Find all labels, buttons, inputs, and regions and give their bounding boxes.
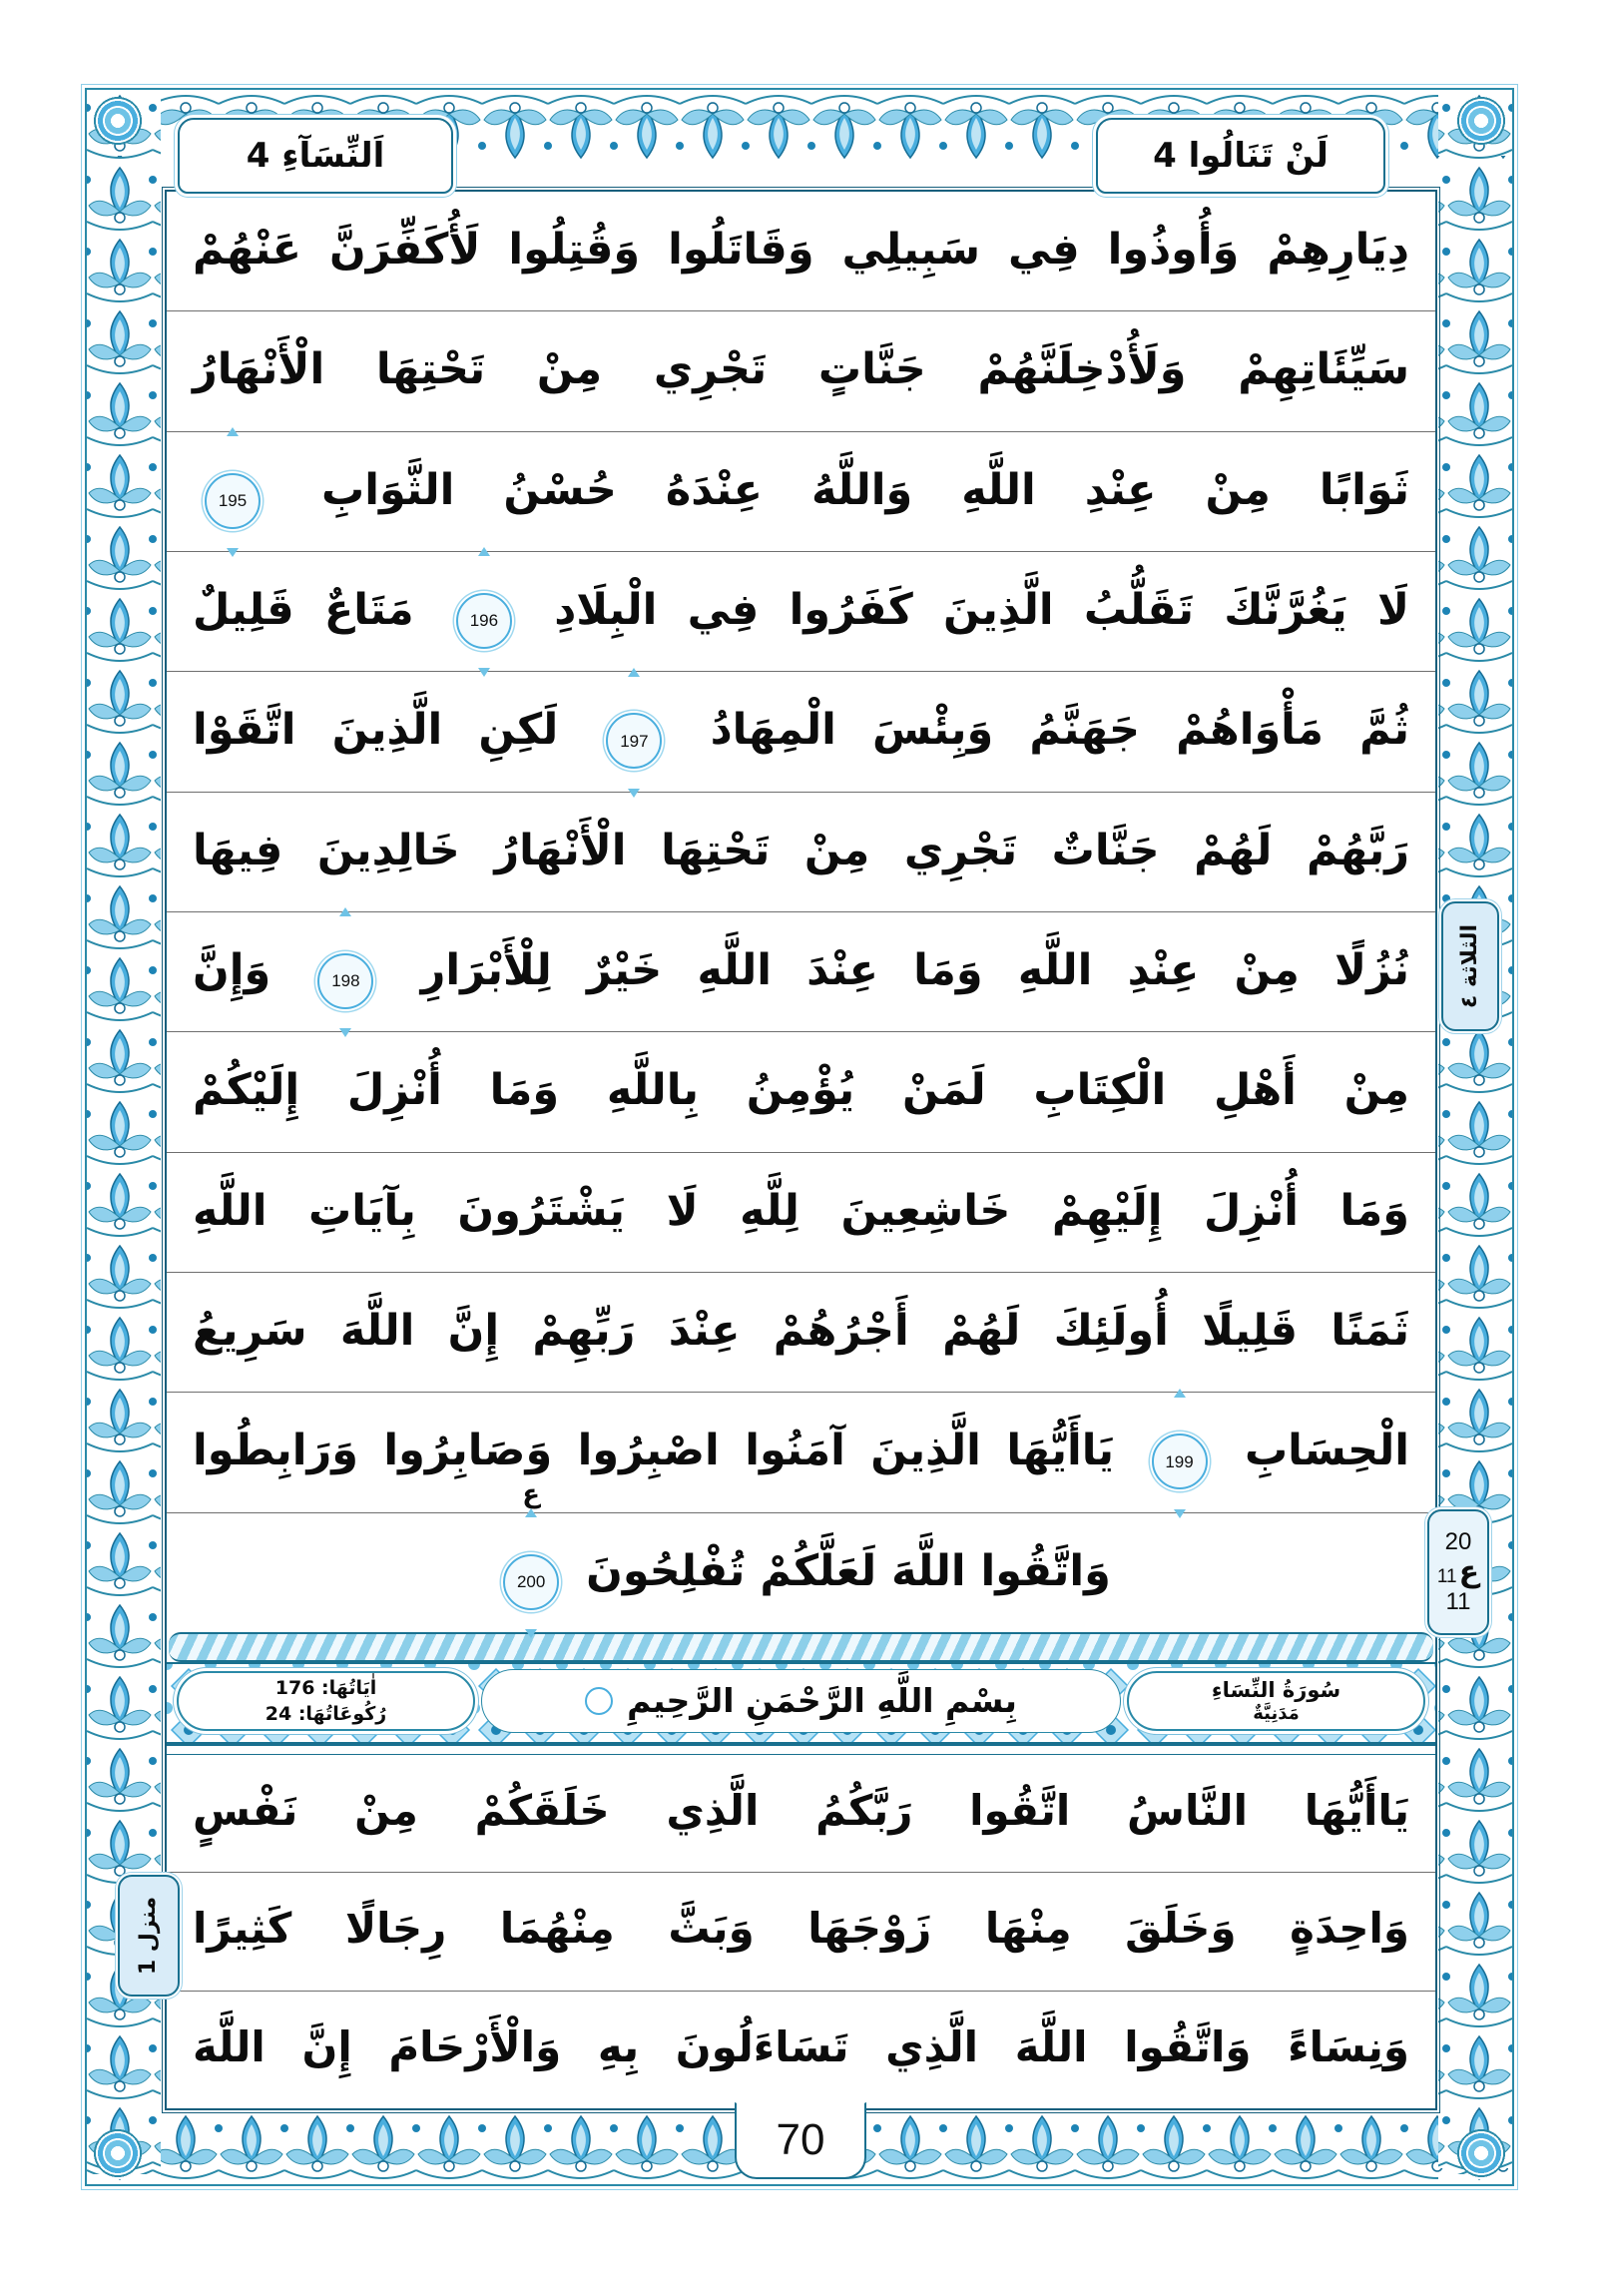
surah-title-cartouche <box>1127 1671 1425 1731</box>
ayah-text: دِيَارِهِمْ وَأُوذُوا فِي سَبِيلِي وَقَاتَلُوا وَقُتِلُوا لَأُكَفِّرَنَّ عَنْهُمْ <box>193 225 1409 275</box>
ayah-text: ثُمَّ مَأْوَاهُمْ جَهَنَّمُ وَبِئْسَ الْمِهَادُ <box>710 705 1409 756</box>
block2 <box>167 1755 1435 2108</box>
quran-line <box>167 431 1435 551</box>
ruku-ain-marker: ع <box>522 1479 541 1510</box>
ruku-count-label: رُكُوعَاتُهَا: 24 <box>265 1702 387 1725</box>
verse-number: 197 <box>606 713 662 769</box>
page-number-tab: 70 <box>735 2102 866 2179</box>
quran-line <box>167 1872 1435 1990</box>
verse-end-medallion <box>606 675 662 791</box>
bismillah-text: بِسْمِ اللَّهِ الرَّحْمَنِ الرَّحِيمِ <box>627 1681 1017 1721</box>
ruku-ain-group <box>1436 1554 1480 1589</box>
verse-number: 195 <box>205 473 261 529</box>
quran-line <box>167 192 1435 310</box>
quran-line <box>167 1991 1435 2108</box>
quran-line <box>167 792 1435 911</box>
surah-stats-cartouche <box>177 1671 475 1731</box>
juz-name-header-tab: لَنْ تَنَالُوا 4 <box>1096 118 1385 194</box>
empty-verse-circle-icon <box>585 1687 613 1715</box>
manzil-label: منزل 1 <box>136 1896 162 1976</box>
verse-end-medallion <box>317 914 373 1030</box>
ayah-text: سَيِّئَاتِهِمْ وَلَأُدْخِلَنَّهُمْ جَنَّاتٍ تَجْرِي مِنْ تَحْتِهَا الْأَنْهَارُ <box>193 344 1409 395</box>
verse-end-medallion <box>456 554 512 670</box>
verse-number: 196 <box>456 593 512 649</box>
quran-line <box>167 551 1435 671</box>
double-rule <box>167 1744 1435 1755</box>
surah-revelation-type: مَدَنِيَّةٌ <box>1253 1702 1300 1724</box>
verse-end-medallion <box>1152 1396 1208 1511</box>
ayah-text: وَنِسَاءً وَاتَّقُوا اللَّهَ الَّذِي تَسَاءَلُونَ بِهِ وَالْأَرْحَامَ إِنَّ اللَّهَ <box>193 2021 1409 2071</box>
ayah-text: يَاأَيُّهَا النَّاسُ اتَّقُوا رَبَّكُمُ الَّذِي خَلَقَكُمْ مِنْ نَفْسٍ <box>193 1785 1409 1835</box>
quran-line <box>167 1392 1435 1511</box>
ayah-text: وَمَا أُنْزِلَ إِلَيْهِمْ خَاشِعِينَ لِلَّهِ لَا يَشْتَرُونَ بِآيَاتِ اللَّهِ <box>193 1185 1409 1236</box>
ayah-text: لَا يَغُرَّنَّكَ تَقَلُّبُ الَّذِينَ كَفَرُوا فِي الْبِلَادِ <box>554 584 1409 635</box>
text-area-frame <box>165 190 1437 2110</box>
bismillah-panel <box>481 1669 1121 1733</box>
quran-line <box>167 1152 1435 1272</box>
corner-rosette-icon <box>1452 2124 1510 2182</box>
ruku-count-top: 20 <box>1444 1528 1472 1555</box>
floral-border-left <box>87 90 161 2184</box>
ayah-text: رَبَّهُمْ لَهُمْ جَنَّاتٌ تَجْرِي مِنْ تَحْتِهَا الْأَنْهَارُ خَالِدِينَ فِيهَا <box>193 825 1409 875</box>
ayah-text: ثَمَنًا قَلِيلًا أُولَئِكَ لَهُمْ أَجْرُهُمْ عِنْدَ رَبِّهِمْ إِنَّ اللَّهَ سَرِيعُ <box>193 1305 1409 1356</box>
verse-number: 199 <box>1152 1434 1208 1489</box>
ayah-text: يَاأَيُّهَا الَّذِينَ آمَنُوا اصْبِرُوا وَصَابِرُوا وَرَابِطُوا <box>193 1426 1115 1476</box>
ayah-text: لَكِنِ الَّذِينَ اتَّقَوْا <box>193 705 559 756</box>
floral-border-right <box>1438 90 1512 2184</box>
ornamental-border-frame <box>85 88 1514 2186</box>
verse-end-medallion <box>503 1479 559 1631</box>
verse-number: 198 <box>317 953 373 1009</box>
quran-line <box>167 911 1435 1031</box>
surah-header-band <box>167 1662 1435 1744</box>
ayah-text: وَاحِدَةٍ وَخَلَقَ مِنْهَا زَوْجَهَا وَبَثَّ مِنْهُمَا رِجَالًا كَثِيرًا <box>193 1904 1409 1954</box>
ayat-count-label: اٰيَاتُهَا: 176 <box>274 1676 377 1699</box>
ayah-text: الْحِسَابِ <box>1244 1426 1409 1476</box>
corner-rosette-icon <box>89 92 147 150</box>
ayah-text: مَتَاعٌ قَلِيلٌ <box>193 584 414 635</box>
ayah-text: نُزُلًا مِنْ عِنْدِ اللَّهِ وَمَا عِنْدَ اللَّهِ خَيْرٌ لِلْأَبْرَارِ <box>420 944 1409 995</box>
quran-line <box>167 310 1435 430</box>
hizb-quarter-margin-tab <box>1441 901 1499 1031</box>
quran-line <box>167 1272 1435 1392</box>
quran-line <box>167 1031 1435 1151</box>
chain-separator-band <box>169 1632 1433 1662</box>
ayah-text: مِنْ أَهْلِ الْكِتَابِ لَمَنْ يُؤْمِنُ بِاللَّهِ وَمَا أُنْزِلَ إِلَيْكُمْ <box>193 1065 1409 1116</box>
hizb-quarter-label: الثلاثة ٤ <box>1457 923 1482 1009</box>
ruku-count-mid: 11 <box>1436 1566 1457 1587</box>
corner-rosette-icon <box>1452 92 1510 150</box>
surah-name: سُورَةُ النِّسَاءِ <box>1211 1677 1341 1702</box>
manzil-margin-tab <box>118 1875 180 1997</box>
ayah-text: وَاتَّقُوا اللَّهَ لَعَلَّكُمْ تُفْلِحُونَ <box>586 1545 1111 1596</box>
quran-line <box>167 1755 1435 1872</box>
corner-rosette-icon <box>89 2124 147 2182</box>
quran-line <box>167 1479 1435 1632</box>
ayah-text: وَإِنَّ <box>193 944 271 995</box>
surah-name-header-tab: اَلنِّسَآءِ 4 <box>178 118 453 194</box>
block1 <box>167 192 1435 1632</box>
ayah-text: ثَوَابًا مِنْ عِنْدِ اللَّهِ وَاللَّهُ عِنْدَهُ حُسْنُ الثَّوَابِ <box>321 464 1409 515</box>
verse-number: 200 <box>503 1554 559 1610</box>
quran-line <box>167 671 1435 791</box>
verse-end-medallion <box>205 434 261 550</box>
ain-icon: ع <box>1458 1554 1480 1589</box>
ruku-margin-tab <box>1427 1509 1489 1635</box>
ruku-count-bottom: 11 <box>1445 1588 1471 1615</box>
